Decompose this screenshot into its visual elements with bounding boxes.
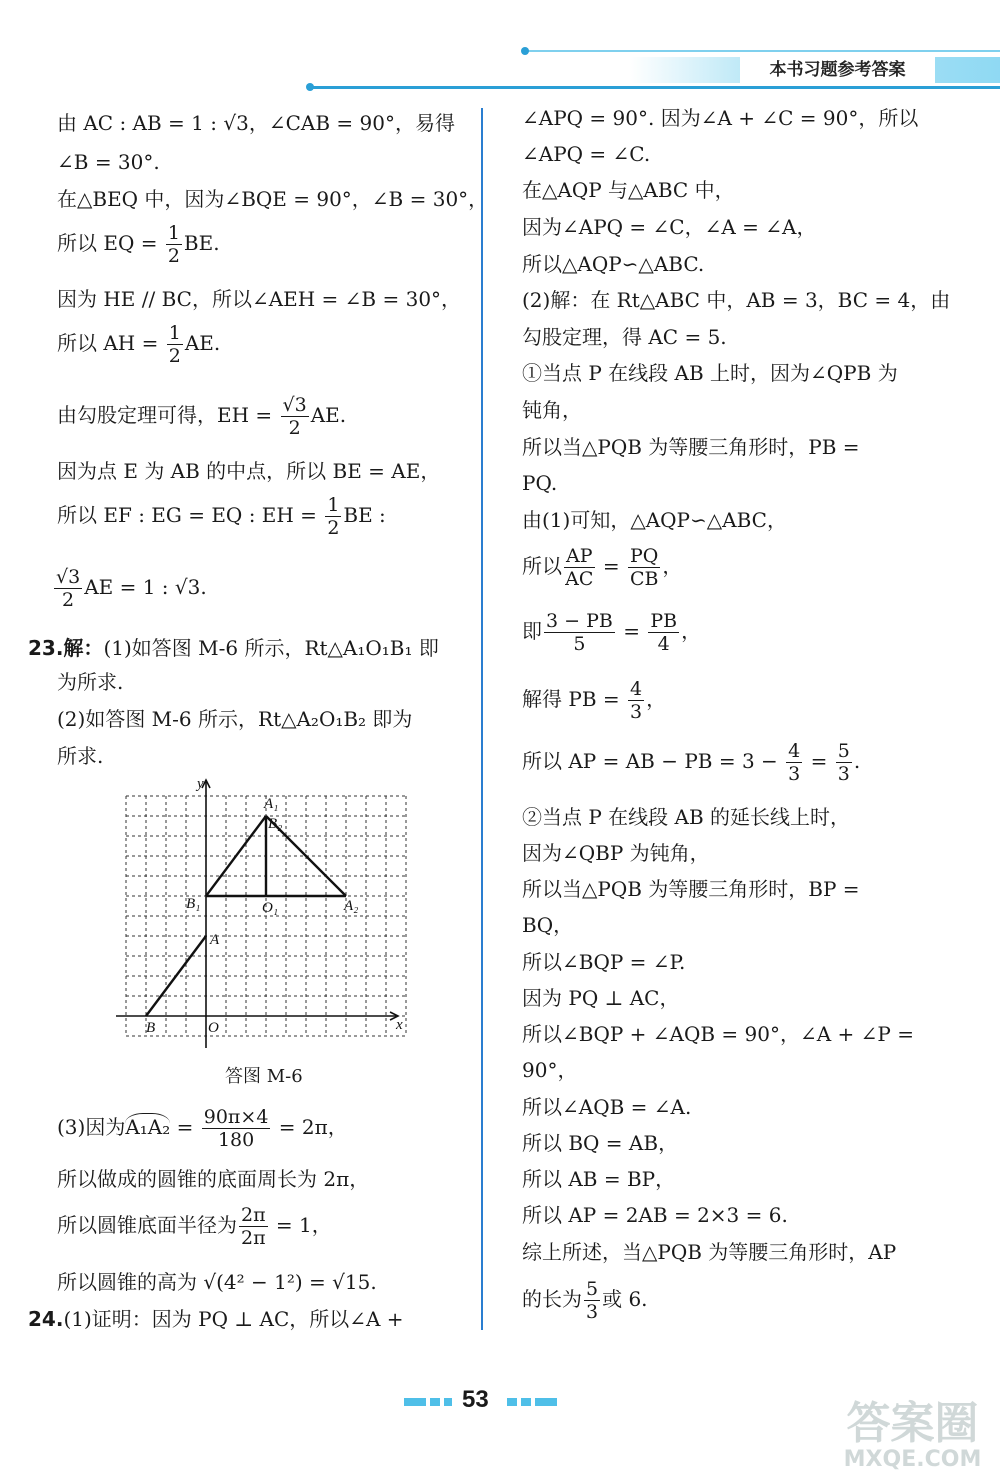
- segment-AB: [146, 936, 206, 1016]
- text-line: 所以∠BQP + ∠AQB = 90°，∠A + ∠P =: [522, 1022, 915, 1046]
- text-segment: (1)如答图 M-6 所示，Rt△A₁O₁B₁ 即: [103, 636, 439, 660]
- fraction-numerator: AP: [566, 545, 593, 567]
- footer-deco-bar: [444, 1398, 452, 1406]
- header-title: 本书习题参考答案: [740, 57, 935, 83]
- fraction-numerator: 1: [327, 494, 340, 516]
- segment-A1B1: [206, 816, 266, 896]
- text-segment: 所以圆锥底面半径为: [57, 1213, 237, 1237]
- fraction-numerator: √3: [56, 566, 81, 588]
- fraction: [202, 1106, 271, 1151]
- fraction: [648, 610, 679, 655]
- text-line: ②当点 P 在线段 AB 的延长线上时，: [522, 805, 851, 829]
- text-line-fraction: [57, 1204, 332, 1249]
- column-divider: [481, 108, 483, 1330]
- text-segment: AE.: [184, 331, 221, 355]
- fraction-denominator: 4: [657, 633, 670, 655]
- footer-deco-bar: [535, 1398, 557, 1406]
- label-O1: O₁: [262, 900, 279, 916]
- text-line-fraction: [57, 394, 346, 439]
- text-line: 所以∠BQP = ∠P.: [522, 950, 686, 974]
- watermark-text: 答案圈: [846, 1398, 979, 1449]
- header-rule-dot: [306, 83, 314, 91]
- text-line: 所以 AB = BP，: [522, 1167, 676, 1191]
- question-24: [28, 1307, 404, 1331]
- text-line: BQ，: [522, 913, 574, 937]
- label-B1: B₁: [186, 896, 201, 912]
- text-line: 所以当△PQB 为等腰三角形时，PB =: [522, 435, 860, 459]
- text-line: (2)解：在 Rt△ABC 中，AB = 3，BC = 4，由: [522, 288, 951, 312]
- fraction-denominator: 180: [217, 1129, 255, 1151]
- label-A: A: [210, 932, 220, 948]
- fraction: [564, 545, 595, 590]
- text-line: 由 AC : AB = 1 : √3，∠CAB = 90°，易得: [57, 111, 455, 135]
- page-number: 53: [462, 1386, 489, 1413]
- text-segment: 解得 PB =: [522, 687, 626, 711]
- text-segment: 或 6.: [602, 1287, 648, 1311]
- fraction-denominator: 3: [629, 701, 643, 723]
- fraction-numerator: 5: [837, 740, 850, 762]
- text-segment: 所以 EF : EG = EQ : EH =: [57, 503, 324, 527]
- fraction-numerator: 5: [586, 1278, 599, 1300]
- label-O: O: [208, 1020, 219, 1036]
- fraction-denominator: 2π: [241, 1227, 266, 1249]
- label-A2: A₂: [344, 898, 359, 914]
- footer-deco-bar: [404, 1398, 426, 1406]
- question-number: 23.解：: [28, 636, 104, 660]
- arc-label: A₁A₂: [125, 1115, 171, 1139]
- text-line: 所以 AP = 2AB = 2×3 = 6.: [522, 1203, 788, 1227]
- text-segment: (3)因为: [57, 1115, 126, 1139]
- text-line: (2)如答图 M-6 所示，Rt△A₂O₁B₂ 即为: [57, 707, 413, 731]
- fraction-denominator: 2: [167, 245, 180, 267]
- text-segment: 的长为: [522, 1287, 582, 1311]
- fraction-numerator: 4: [629, 678, 643, 700]
- text-line-fraction: [57, 1106, 348, 1151]
- text-line: 所以 BQ = AB，: [522, 1131, 679, 1155]
- fraction-numerator: 1: [167, 222, 180, 244]
- watermark-logo: [830, 1400, 995, 1475]
- text-line: 综上所述，当△PQB 为等腰三角形时，AP: [522, 1240, 897, 1264]
- header-rule: [310, 86, 1000, 89]
- text-segment: ，: [646, 687, 667, 711]
- fraction-numerator: 1: [168, 322, 181, 344]
- fraction-denominator: AC: [565, 568, 594, 590]
- text-line: ①当点 P 在线段 AB 上时，因为∠QPB 为: [522, 361, 898, 385]
- text-line: 在△AQP 与△ABC 中，: [522, 178, 735, 202]
- text-segment: =: [804, 749, 834, 773]
- text-segment: 由勾股定理可得，EH =: [57, 403, 279, 427]
- text-segment: = 2π，: [272, 1115, 348, 1139]
- fraction: [786, 740, 802, 785]
- text-line: 90°，: [522, 1058, 578, 1082]
- text-line: 因为 PQ ⊥ AC，: [522, 986, 680, 1010]
- text-segment: 所以 AH =: [57, 331, 165, 355]
- text-line: 所以△AQP∽△ABC.: [522, 252, 705, 276]
- text-line: 因为点 E 为 AB 的中点，所以 BE = AE，: [57, 459, 441, 483]
- text-segment: 所以: [522, 554, 562, 578]
- fraction-denominator: 3: [837, 763, 850, 785]
- text-segment: (1)证明：因为 PQ ⊥ AC，所以∠A +: [63, 1307, 404, 1331]
- text-line: 为所求.: [57, 670, 124, 694]
- footer-deco-bar: [507, 1398, 517, 1406]
- fraction-denominator: 3: [586, 1301, 599, 1323]
- fraction: [628, 678, 644, 723]
- fraction: [54, 566, 82, 611]
- fraction-numerator: 3 − PB: [546, 610, 613, 632]
- fraction-denominator: 5: [573, 633, 586, 655]
- text-line-fraction: [522, 678, 666, 723]
- watermark-url: MXQE.COM: [843, 1447, 982, 1472]
- fraction: [239, 1204, 268, 1249]
- text-line-fraction: [57, 222, 220, 267]
- header-rule-dot: [521, 47, 529, 55]
- text-segment: 所以 EQ =: [57, 231, 164, 255]
- text-line: 因为∠APQ = ∠C，∠A = ∠A，: [522, 215, 817, 239]
- text-segment: BE :: [343, 503, 386, 527]
- fraction-numerator: PQ: [630, 545, 659, 567]
- fraction-denominator: 2: [288, 417, 301, 439]
- text-line: 因为 HE // BC，所以∠AEH = ∠B = 30°，: [57, 287, 462, 311]
- text-segment: =: [596, 554, 626, 578]
- text-segment: ，: [662, 554, 683, 578]
- text-line: 所以∠AQB = ∠A.: [522, 1095, 692, 1119]
- text-segment: AE.: [310, 403, 347, 427]
- fraction-numerator: 2π: [241, 1204, 266, 1226]
- text-line: 在△BEQ 中，因为∠BQE = 90°，∠B = 30°，: [57, 187, 489, 211]
- text-segment: 即: [522, 619, 542, 643]
- text-line: 钝角，: [522, 398, 582, 422]
- text-line-fraction: [522, 610, 701, 655]
- text-line: 所求.: [57, 744, 104, 768]
- fraction: [584, 1278, 600, 1323]
- coordinate-grid-figure: [100, 776, 410, 1066]
- fraction-numerator: 90π×4: [203, 1106, 269, 1128]
- text-line: ∠APQ = ∠C.: [522, 142, 651, 166]
- text-segment: .: [853, 749, 861, 773]
- fraction-denominator: 2: [62, 589, 75, 611]
- text-line: PQ.: [522, 471, 558, 495]
- text-segment: =: [170, 1115, 200, 1139]
- text-line: 由(1)可知，△AQP∽△ABC，: [522, 508, 787, 532]
- text-line: 勾股定理，得 AC = 5.: [522, 325, 727, 349]
- fraction-denominator: CB: [629, 568, 659, 590]
- text-segment: ，: [681, 619, 702, 643]
- text-line: 因为∠QBP 为钝角，: [522, 841, 710, 865]
- text-line-fraction: [57, 494, 386, 539]
- label-A1: A₁: [264, 796, 279, 812]
- text-segment: BE.: [183, 231, 220, 255]
- text-line: ∠APQ = 90°. 因为∠A + ∠C = 90°，所以: [522, 106, 919, 130]
- fraction: [281, 394, 309, 439]
- text-line: 所以圆锥的高为 √(4² − 1²) = √15.: [57, 1270, 377, 1294]
- fraction-numerator: 4: [788, 740, 801, 762]
- text-line-fraction: [57, 322, 220, 367]
- fraction-denominator: 2: [168, 345, 181, 367]
- fraction-numerator: √3: [282, 394, 307, 416]
- fraction: [166, 222, 182, 267]
- fraction-denominator: 3: [788, 763, 801, 785]
- text-segment: =: [616, 619, 647, 643]
- figure-caption: 答图 M-6: [225, 1066, 303, 1087]
- text-segment: 所以 AP = AB − PB = 3 −: [522, 749, 785, 773]
- fraction: [544, 610, 615, 655]
- text-line-fraction: [52, 566, 207, 611]
- footer-deco-bar: [430, 1398, 440, 1406]
- text-line: ∠B = 30°.: [57, 150, 160, 174]
- text-line: 所以当△PQB 为等腰三角形时，BP =: [522, 877, 860, 901]
- fraction-numerator: PB: [650, 610, 678, 632]
- fraction: [325, 494, 341, 539]
- footer-deco-bar: [521, 1398, 531, 1406]
- fraction: [167, 322, 183, 367]
- text-segment: AE = 1 : √3.: [84, 575, 207, 599]
- fraction: [628, 545, 660, 590]
- header-rule-thin: [525, 50, 1000, 52]
- label-B2: B₂: [268, 816, 283, 832]
- fraction: [836, 740, 852, 785]
- axes: [116, 780, 398, 1048]
- label-y: y: [197, 776, 204, 792]
- text-line-fraction: [522, 545, 682, 590]
- label-B: B: [146, 1020, 156, 1036]
- text-segment: = 1，: [269, 1213, 332, 1237]
- label-x: x: [396, 1017, 403, 1033]
- text-line: 所以做成的圆锥的底面周长为 2π，: [57, 1167, 370, 1191]
- text-line-fraction: [522, 1278, 648, 1323]
- fraction-denominator: 2: [327, 517, 340, 539]
- text-line-fraction: [522, 740, 860, 785]
- question-23: [28, 636, 439, 660]
- question-number: 24.: [28, 1307, 64, 1331]
